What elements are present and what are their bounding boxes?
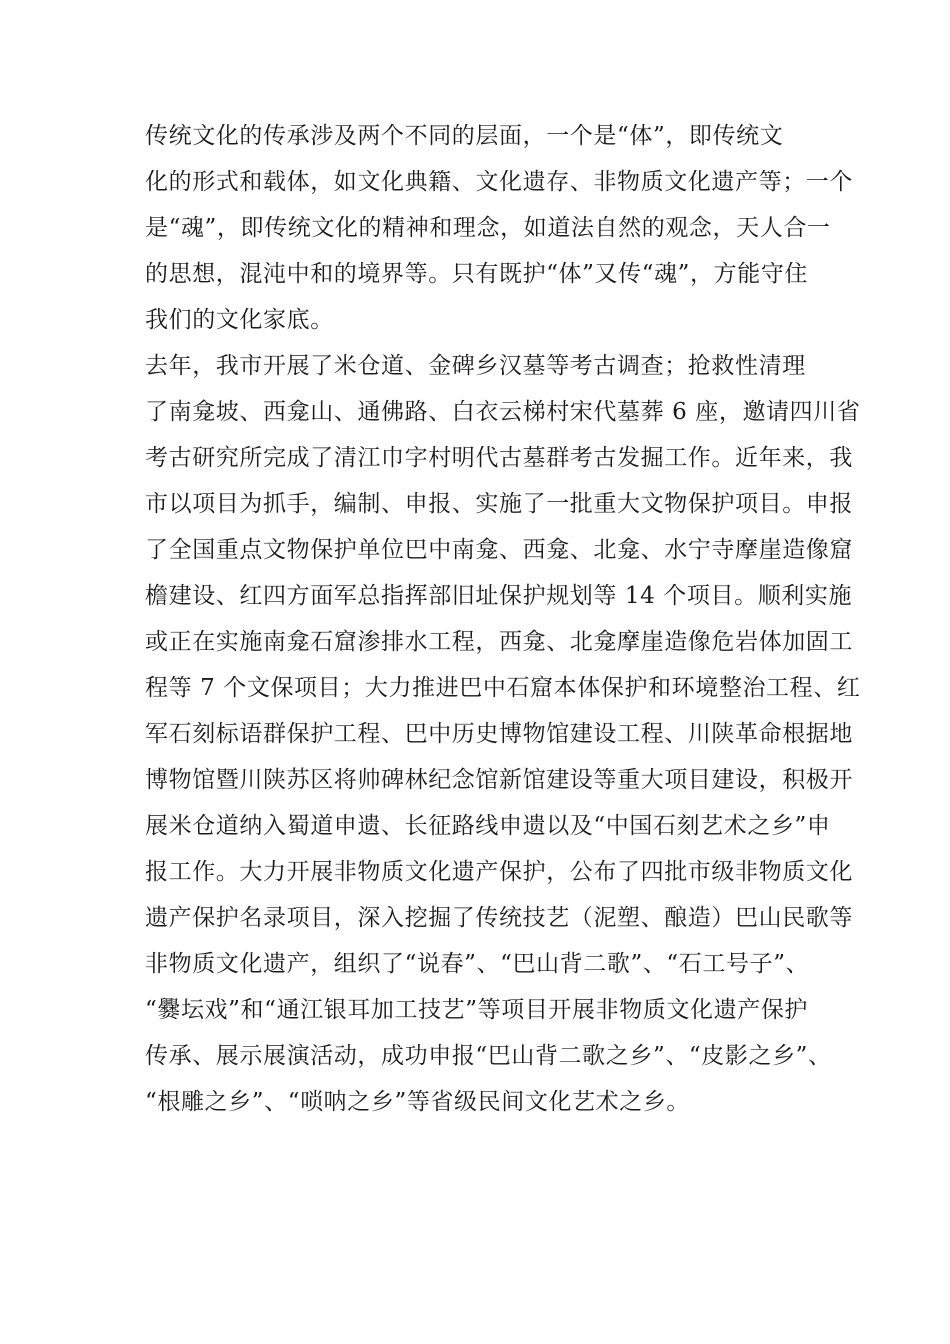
paragraph-2-line-15: “爨坛戏”和“通江银耳加工技艺”等项目开展非物质文化遗产保护	[145, 997, 809, 1023]
paragraph-2-line-3: 考古研究所完成了清江巾字村明代古墓群考古发掘工作。近年来，我	[145, 445, 853, 471]
paragraph-2-line-4: 市以项目为抓手，编制、申报、实施了一批重大文物保护项目。申报	[145, 491, 853, 517]
paragraph-2-line-13: 遗产保护名录项目，深入挖掘了传统技艺（泥塑、酿造）巴山民歌等	[145, 905, 853, 931]
paragraph-1-line-4: 的思想，混沌中和的境界等。只有既护“体”又传“魂”，方能守住	[145, 261, 809, 287]
paragraph-2-line-7: 或正在实施南龛石窟渗排水工程，西龛、北龛摩崖造像危岩体加固工	[145, 629, 853, 655]
paragraph-1-line-5: 我们的文化家底。	[145, 307, 334, 333]
paragraph-2-line-14: 非物质文化遗产，组织了“说春”、“巴山背二歌”、“石工号子”、	[145, 951, 810, 977]
paragraph-2-line-10: 博物馆暨川陕苏区将帅碑林纪念馆新馆建设等重大项目建设，积极开	[145, 767, 853, 793]
paragraph-2-line-17: “根雕之乡”、“唢呐之乡”等省级民间文化艺术之乡。	[145, 1089, 691, 1115]
paragraph-2-line-1: 去年，我市开展了米仓道、金碑乡汉墓等考古调查；抢救性清理	[145, 353, 806, 379]
paragraph-1-line-1: 传统文化的传承涉及两个不同的层面，一个是“体”，即传统文	[145, 123, 784, 149]
paragraph-2-line-16: 传承、展示展演活动，成功申报“巴山背二歌之乡”、“皮影之乡”、	[145, 1043, 832, 1069]
paragraph-1-line-2: 化的形式和载体，如文化典籍、文化遗存、非物质文化遗产等；一个	[145, 169, 853, 195]
paragraph-2-line-5: 了全国重点文物保护单位巴中南龛、西龛、北龛、水宁寺摩崖造像窟	[145, 537, 853, 563]
paragraph-2-line-12: 报工作。大力开展非物质文化遗产保护，公布了四批市级非物质文化	[145, 859, 853, 885]
paragraph-2-line-8: 程等 7 个文保项目；大力推进巴中石窟本体保护和环境整治工程、红	[145, 675, 861, 701]
paragraph-2-line-11: 展米仓道纳入蜀道申遗、长征路线申遗以及“中国石刻艺术之乡”申	[145, 813, 831, 839]
paragraph-2-line-2: 了南龛坡、西龛山、通佛路、白衣云梯村宋代墓葬 6 座，邀请四川省	[145, 399, 861, 425]
paragraph-2-line-9: 军石刻标语群保护工程、巴中历史博物馆建设工程、川陕革命根据地	[145, 721, 853, 747]
paragraph-1-line-3: 是“魂”，即传统文化的精神和理念，如道法自然的观念，天人合一	[145, 215, 831, 241]
body-text	[145, 113, 861, 1125]
paragraph-2-line-6: 檐建设、红四方面军总指挥部旧址保护规划等 14 个项目。顺利实施	[145, 583, 853, 609]
